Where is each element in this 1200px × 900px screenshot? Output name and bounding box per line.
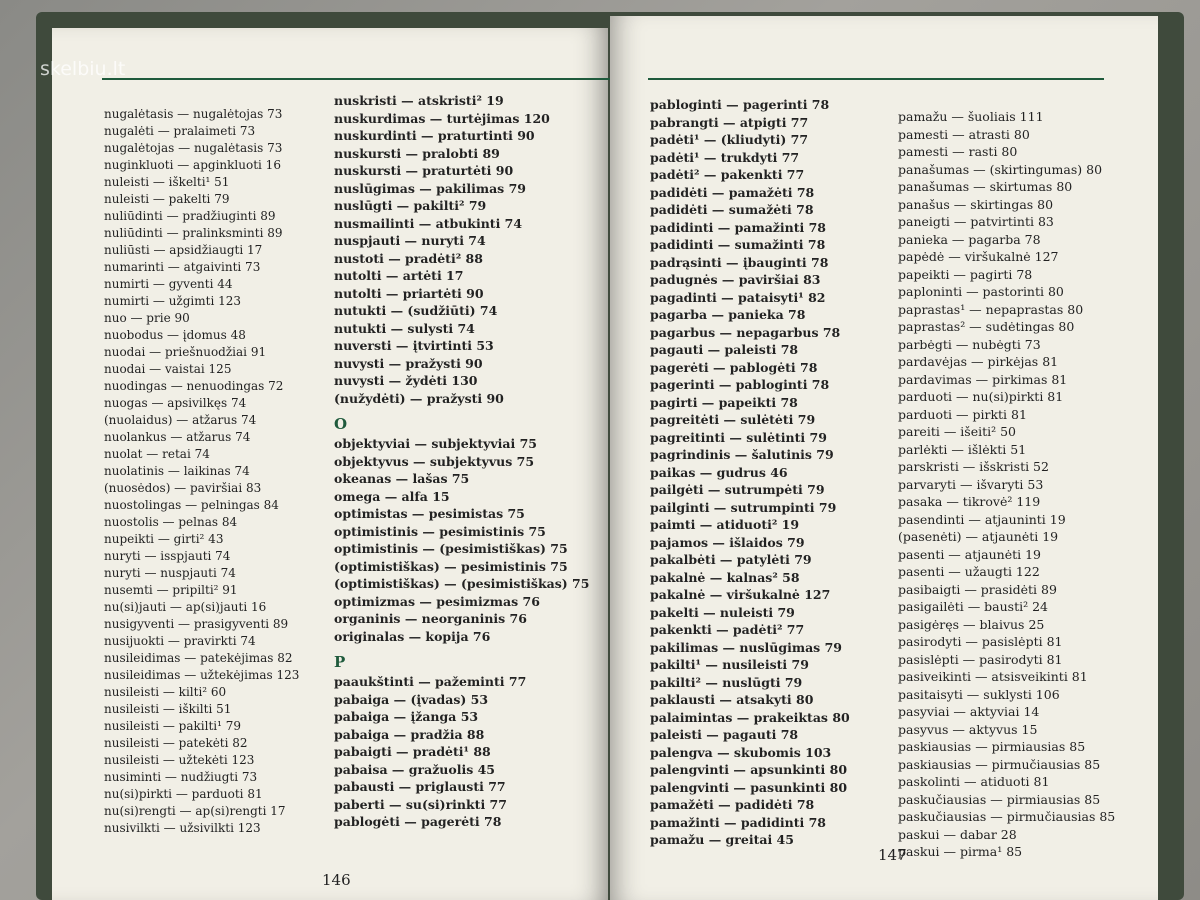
dictionary-entry: nuolankus — atžarus 74 <box>104 430 251 444</box>
dictionary-entry: nugalėtojas — nugalėtasis 73 <box>104 141 283 155</box>
dictionary-entry: pabaigti — pradėti¹ 88 <box>334 744 491 759</box>
header-rule <box>102 78 612 80</box>
dictionary-entry: pakalnė — viršukalnė 127 <box>650 587 831 602</box>
dictionary-entry: pagerinti — pabloginti 78 <box>650 377 830 392</box>
dictionary-entry: nutolti — priartėti 90 <box>334 285 484 301</box>
dictionary-entry: nusileisti — patekėti 82 <box>104 736 248 750</box>
dictionary-entry: pasibaigti — prasidėti 89 <box>898 581 1057 597</box>
dictionary-entry: nuo — prie 90 <box>104 311 190 325</box>
dictionary-entry: objektyviai — subjektyviai 75 <box>334 436 537 451</box>
dictionary-entry: pailgėti — sutrumpėti 79 <box>650 482 825 497</box>
dictionary-entry: pamažinti — padidinti 78 <box>650 814 827 830</box>
dictionary-entry: optimistas — pesimistas 75 <box>334 506 525 521</box>
dictionary-entry: padidinti — sumažinti 78 <box>650 237 826 252</box>
right-column-2 <box>898 108 1115 861</box>
dictionary-entry: nusileidimas — užtekėjimas 123 <box>104 668 300 682</box>
dictionary-entry: pardavimas — pirkimas 81 <box>898 371 1068 387</box>
dictionary-entry: (nužydėti) — pražysti 90 <box>334 390 504 406</box>
dictionary-entry: (nuosėdos) — paviršiai 83 <box>104 481 262 495</box>
dictionary-entry: paklausti — atsakyti 80 <box>650 692 814 707</box>
dictionary-entry: nuodai — priešnuodžiai 91 <box>104 345 267 359</box>
dictionary-entry: paploninti — pastorinti 80 <box>898 284 1064 299</box>
dictionary-entry: nustoti — pradėti² 88 <box>334 250 483 266</box>
dictionary-entry: paskiausias — pirmučiausias 85 <box>898 756 1101 772</box>
dictionary-entry: paskučiausias — pirmučiausias 85 <box>898 809 1116 824</box>
dictionary-entry: nutukti — sulysti 74 <box>334 320 475 336</box>
dictionary-entry: pasirodyti — pasislėpti 81 <box>898 634 1063 649</box>
left-page <box>52 28 608 900</box>
left-column-2 <box>334 92 589 831</box>
dictionary-entry: nuspjauti — nuryti 74 <box>334 233 486 248</box>
dictionary-entry: nuskristi — atskristi² 19 <box>334 93 504 108</box>
dictionary-entry: pabaiga — (įvadas) 53 <box>334 691 489 707</box>
dictionary-entry: paikas — gudrus 46 <box>650 464 788 480</box>
dictionary-entry: numirti — užgimti 123 <box>104 294 242 308</box>
dictionary-entry: pasigailėti — bausti² 24 <box>898 599 1049 614</box>
dictionary-entry: pakalnė — kalnas² 58 <box>650 569 800 585</box>
dictionary-entry: pasendinti — atjauninti 19 <box>898 511 1066 527</box>
dictionary-entry: paskiausias — pirmiausias 85 <box>898 739 1086 754</box>
dictionary-entry: palengva — skubomis 103 <box>650 744 832 760</box>
dictionary-entry: pasitaisyti — suklysti 106 <box>898 686 1060 702</box>
dictionary-entry: optimizmas — pesimizmas 76 <box>334 593 540 609</box>
dictionary-entry: paskui — dabar 28 <box>898 826 1017 842</box>
dictionary-entry: parduoti — pirkti 81 <box>898 406 1027 422</box>
dictionary-entry: paprastas¹ — nepaprastas 80 <box>898 301 1084 317</box>
dictionary-entry: nuleisti — pakelti 79 <box>104 192 230 206</box>
dictionary-entry: (nuolaidus) — atžarus 74 <box>104 413 257 427</box>
dictionary-entry: padrąsinti — įbauginti 78 <box>650 254 829 270</box>
dictionary-entry: pagreitėti — sulėtėti 79 <box>650 412 816 427</box>
dictionary-entry: pasenti — užaugti 122 <box>898 564 1040 579</box>
dictionary-entry: (optimistiškas) — (pesimistiškas) 75 <box>334 576 590 591</box>
dictionary-entry: (optimistiškas) — pesimistinis 75 <box>334 558 568 574</box>
dictionary-entry: nuskurdinti — praturtinti 90 <box>334 128 535 143</box>
dictionary-entry: pasiveikinti — atsisveikinti 81 <box>898 669 1088 684</box>
dictionary-entry: paskučiausias — pirmiausias 85 <box>898 791 1101 807</box>
dictionary-entry: pagerėti — pablogėti 78 <box>650 359 818 375</box>
dictionary-entry: nuryti — isspjauti 74 <box>104 549 231 563</box>
dictionary-entry: nuryti — nuspjauti 74 <box>104 566 236 580</box>
dictionary-entry: papeikti — pagirti 78 <box>898 266 1033 282</box>
dictionary-entry: panašus — skirtingas 80 <box>898 196 1054 212</box>
dictionary-entry: nuodai — vaistai 125 <box>104 362 232 376</box>
dictionary-entry: nuliūdinti — pralinksminti 89 <box>104 226 283 240</box>
dictionary-entry: pabaiga — pradžia 88 <box>334 726 485 742</box>
dictionary-entry: padidėti — pamažėti 78 <box>650 184 815 200</box>
dictionary-entry: nutukti — (sudžiūti) 74 <box>334 303 498 318</box>
dictionary-entry: pakalbėti — patylėti 79 <box>650 552 812 567</box>
dictionary-entry: padidėti — sumažėti 78 <box>650 202 814 217</box>
dictionary-entry: pagreitinti — sulėtinti 79 <box>650 429 827 445</box>
dictionary-entry: originalas — kopija 76 <box>334 628 491 644</box>
dictionary-entry: padidinti — pamažinti 78 <box>650 219 827 235</box>
dictionary-entry: nu(si)pirkti — parduoti 81 <box>104 787 263 801</box>
dictionary-entry: nusileisti — užtekėti 123 <box>104 753 255 767</box>
dictionary-entry: pablogėti — pagerėti 78 <box>334 814 502 829</box>
dictionary-entry: okeanas — lašas 75 <box>334 471 470 486</box>
dictionary-entry: pasenti — atjaunėti 19 <box>898 546 1041 562</box>
dictionary-entry: nuolat — retai 74 <box>104 447 210 461</box>
dictionary-entry: panašumas — (skirtingumas) 80 <box>898 161 1103 177</box>
dictionary-entry: parvaryti — išvaryti 53 <box>898 476 1044 492</box>
dictionary-entry: nusiminti — nudžiugti 73 <box>104 770 258 784</box>
dictionary-entry: pabloginti — pagerinti 78 <box>650 97 830 112</box>
page-number: 147 <box>878 846 907 864</box>
dictionary-entry: nuskursti — pralobti 89 <box>334 145 500 161</box>
dictionary-entry: nuliūdinti — pradžiuginti 89 <box>104 209 276 223</box>
dictionary-entry: nusijuokti — pravirkti 74 <box>104 634 256 648</box>
watermark: skelbiu.lt <box>40 58 126 80</box>
dictionary-entry: pajamos — išlaidos 79 <box>650 534 805 550</box>
dictionary-entry: pagauti — paleisti 78 <box>650 342 799 357</box>
dictionary-entry: nuvysti — pražysti 90 <box>334 355 483 371</box>
dictionary-entry: paimti — atiduoti² 19 <box>650 517 800 532</box>
dictionary-entry: paneigti — patvirtinti 83 <box>898 214 1054 229</box>
dictionary-entry: pasigėręs — blaivus 25 <box>898 616 1045 632</box>
dictionary-entry: optimistinis — pesimistinis 75 <box>334 523 546 539</box>
dictionary-entry: pakelti — nuleisti 79 <box>650 604 795 620</box>
dictionary-entry: nuslūgti — pakilti² 79 <box>334 198 487 213</box>
dictionary-entry: padėti¹ — trukdyti 77 <box>650 149 800 165</box>
dictionary-entry: pamažėti — padidėti 78 <box>650 797 815 812</box>
dictionary-entry: omega — alfa 15 <box>334 488 450 504</box>
dictionary-entry: pagirti — papeikti 78 <box>650 394 798 410</box>
dictionary-entry: nusileisti — iškilti 51 <box>104 702 232 716</box>
dictionary-entry: palengvinti — apsunkinti 80 <box>650 762 848 777</box>
dictionary-entry: nuolatinis — laikinas 74 <box>104 464 250 478</box>
dictionary-entry: pagadinti — pataisyti¹ 82 <box>650 289 826 305</box>
dictionary-entry: panieka — pagarba 78 <box>898 231 1041 247</box>
dictionary-entry: pasaka — tikrovė² 119 <box>898 494 1041 509</box>
right-page <box>610 16 1158 900</box>
dictionary-entry: padėti² — pakenkti 77 <box>650 167 805 182</box>
dictionary-entry: pamažu — greitai 45 <box>650 832 794 847</box>
dictionary-entry: nu(si)jauti — ap(si)jauti 16 <box>104 600 267 614</box>
dictionary-entry: nuversti — įtvirtinti 53 <box>334 338 494 353</box>
dictionary-entry: paleisti — pagauti 78 <box>650 727 799 742</box>
dictionary-entry: padugnės — paviršiai 83 <box>650 272 821 287</box>
page-number: 146 <box>322 871 351 889</box>
dictionary-entry: (pasenėti) — atjaunėti 19 <box>898 529 1059 544</box>
dictionary-entry: pabaisa — gražuolis 45 <box>334 761 495 777</box>
dictionary-entry: pabrangti — atpigti 77 <box>650 114 809 130</box>
dictionary-entry: palaimintas — prakeiktas 80 <box>650 709 850 725</box>
dictionary-entry: nugalėtasis — nugalėtojas 73 <box>104 107 283 121</box>
dictionary-entry: nuogas — apsivilkęs 74 <box>104 396 247 410</box>
dictionary-entry: pagarbus — nepagarbus 78 <box>650 324 841 340</box>
dictionary-entry: nuobodus — įdomus 48 <box>104 328 246 342</box>
dictionary-entry: organinis — neorganinis 76 <box>334 611 527 626</box>
dictionary-entry: padėti¹ — (kliudyti) 77 <box>650 132 809 147</box>
dictionary-entry: pagarba — panieka 78 <box>650 307 806 322</box>
dictionary-entry: nusemti — pripilti² 91 <box>104 583 238 597</box>
dictionary-entry: nutolti — artėti 17 <box>334 268 464 283</box>
right-column-1 <box>650 96 850 849</box>
dictionary-entry: nusileidimas — patekėjimas 82 <box>104 651 293 665</box>
dictionary-entry: pabausti — priglausti 77 <box>334 779 506 794</box>
dictionary-entry: nusileisti — kilti² 60 <box>104 685 227 699</box>
dictionary-entry: pakilti² — nuslūgti 79 <box>650 674 803 690</box>
dictionary-entry: paaukštinti — pažeminti 77 <box>334 674 527 689</box>
dictionary-entry: nuskurdimas — turtėjimas 120 <box>334 110 550 126</box>
dictionary-entry: pasislėpti — pasirodyti 81 <box>898 651 1063 667</box>
dictionary-entry: pakilimas — nuslūgimas 79 <box>650 639 842 655</box>
dictionary-entry: nuleisti — iškelti¹ 51 <box>104 175 230 189</box>
dictionary-entry: nupeikti — girti² 43 <box>104 532 224 546</box>
dictionary-entry: paskui — pirma¹ 85 <box>898 844 1023 859</box>
dictionary-entry: parduoti — nu(si)pirkti 81 <box>898 389 1064 404</box>
section-letter: P <box>334 653 346 671</box>
dictionary-entry: nuslūgimas — pakilimas 79 <box>334 180 526 196</box>
dictionary-entry: papėdė — viršukalnė 127 <box>898 249 1059 264</box>
dictionary-entry: pardavėjas — pirkėjas 81 <box>898 354 1059 369</box>
dictionary-entry: nuostolis — pelnas 84 <box>104 515 238 529</box>
header-rule <box>648 78 1104 80</box>
dictionary-entry: panašumas — skirtumas 80 <box>898 179 1073 194</box>
dictionary-entry: nuvysti — žydėti 130 <box>334 373 478 388</box>
dictionary-entry: nuostolingas — pelningas 84 <box>104 498 279 512</box>
dictionary-entry: paberti — su(si)rinkti 77 <box>334 796 507 812</box>
dictionary-entry: nugalėti — pralaimeti 73 <box>104 124 256 138</box>
dictionary-entry: pareiti — išeiti² 50 <box>898 424 1017 439</box>
dictionary-entry: pabaiga — įžanga 53 <box>334 709 479 724</box>
dictionary-entry: pamesti — rasti 80 <box>898 144 1018 159</box>
dictionary-entry: pamažu — šuoliais 111 <box>898 109 1044 124</box>
dictionary-entry: optimistinis — (pesimistiškas) 75 <box>334 541 568 556</box>
dictionary-entry: nuodingas — nenuodingas 72 <box>104 379 284 393</box>
dictionary-entry: pakilti¹ — nusileisti 79 <box>650 657 809 672</box>
dictionary-entry: nusivilkti — užsivilkti 123 <box>104 821 261 835</box>
dictionary-entry: pagrindinis — šalutinis 79 <box>650 447 834 462</box>
dictionary-entry: nusmailinti — atbukinti 74 <box>334 215 523 231</box>
dictionary-entry: numirti — gyventi 44 <box>104 277 233 291</box>
dictionary-entry: nuskursti — praturtėti 90 <box>334 163 514 178</box>
dictionary-entry: paprastas² — sudėtingas 80 <box>898 319 1075 334</box>
dictionary-entry: pailginti — sutrumpinti 79 <box>650 499 837 515</box>
dictionary-entry: palengvinti — pasunkinti 80 <box>650 779 848 795</box>
dictionary-entry: pakenkti — padėti² 77 <box>650 622 805 637</box>
dictionary-entry: pamesti — atrasti 80 <box>898 126 1030 142</box>
dictionary-entry: paskolinti — atiduoti 81 <box>898 774 1050 789</box>
dictionary-entry: objektyvus — subjektyvus 75 <box>334 453 535 469</box>
left-column-1 <box>104 106 299 837</box>
dictionary-entry: parskristi — išskristi 52 <box>898 459 1049 474</box>
section-letter: O <box>334 415 348 433</box>
dictionary-entry: nuginkluoti — apginkluoti 16 <box>104 158 281 172</box>
dictionary-entry: parlėkti — išlėkti 51 <box>898 441 1027 457</box>
dictionary-entry: parbėgti — nubėgti 73 <box>898 336 1041 352</box>
dictionary-entry: numarinti — atgaivinti 73 <box>104 260 261 274</box>
dictionary-entry: nuliūsti — apsidžiaugti 17 <box>104 243 263 257</box>
dictionary-entry: pasyviai — aktyviai 14 <box>898 704 1040 719</box>
dictionary-entry: pasyvus — aktyvus 15 <box>898 721 1038 737</box>
dictionary-entry: nusigyventi — prasigyventi 89 <box>104 617 289 631</box>
dictionary-entry: nusileisti — pakilti¹ 79 <box>104 719 242 733</box>
dictionary-entry: nu(si)rengti — ap(si)rengti 17 <box>104 804 286 818</box>
